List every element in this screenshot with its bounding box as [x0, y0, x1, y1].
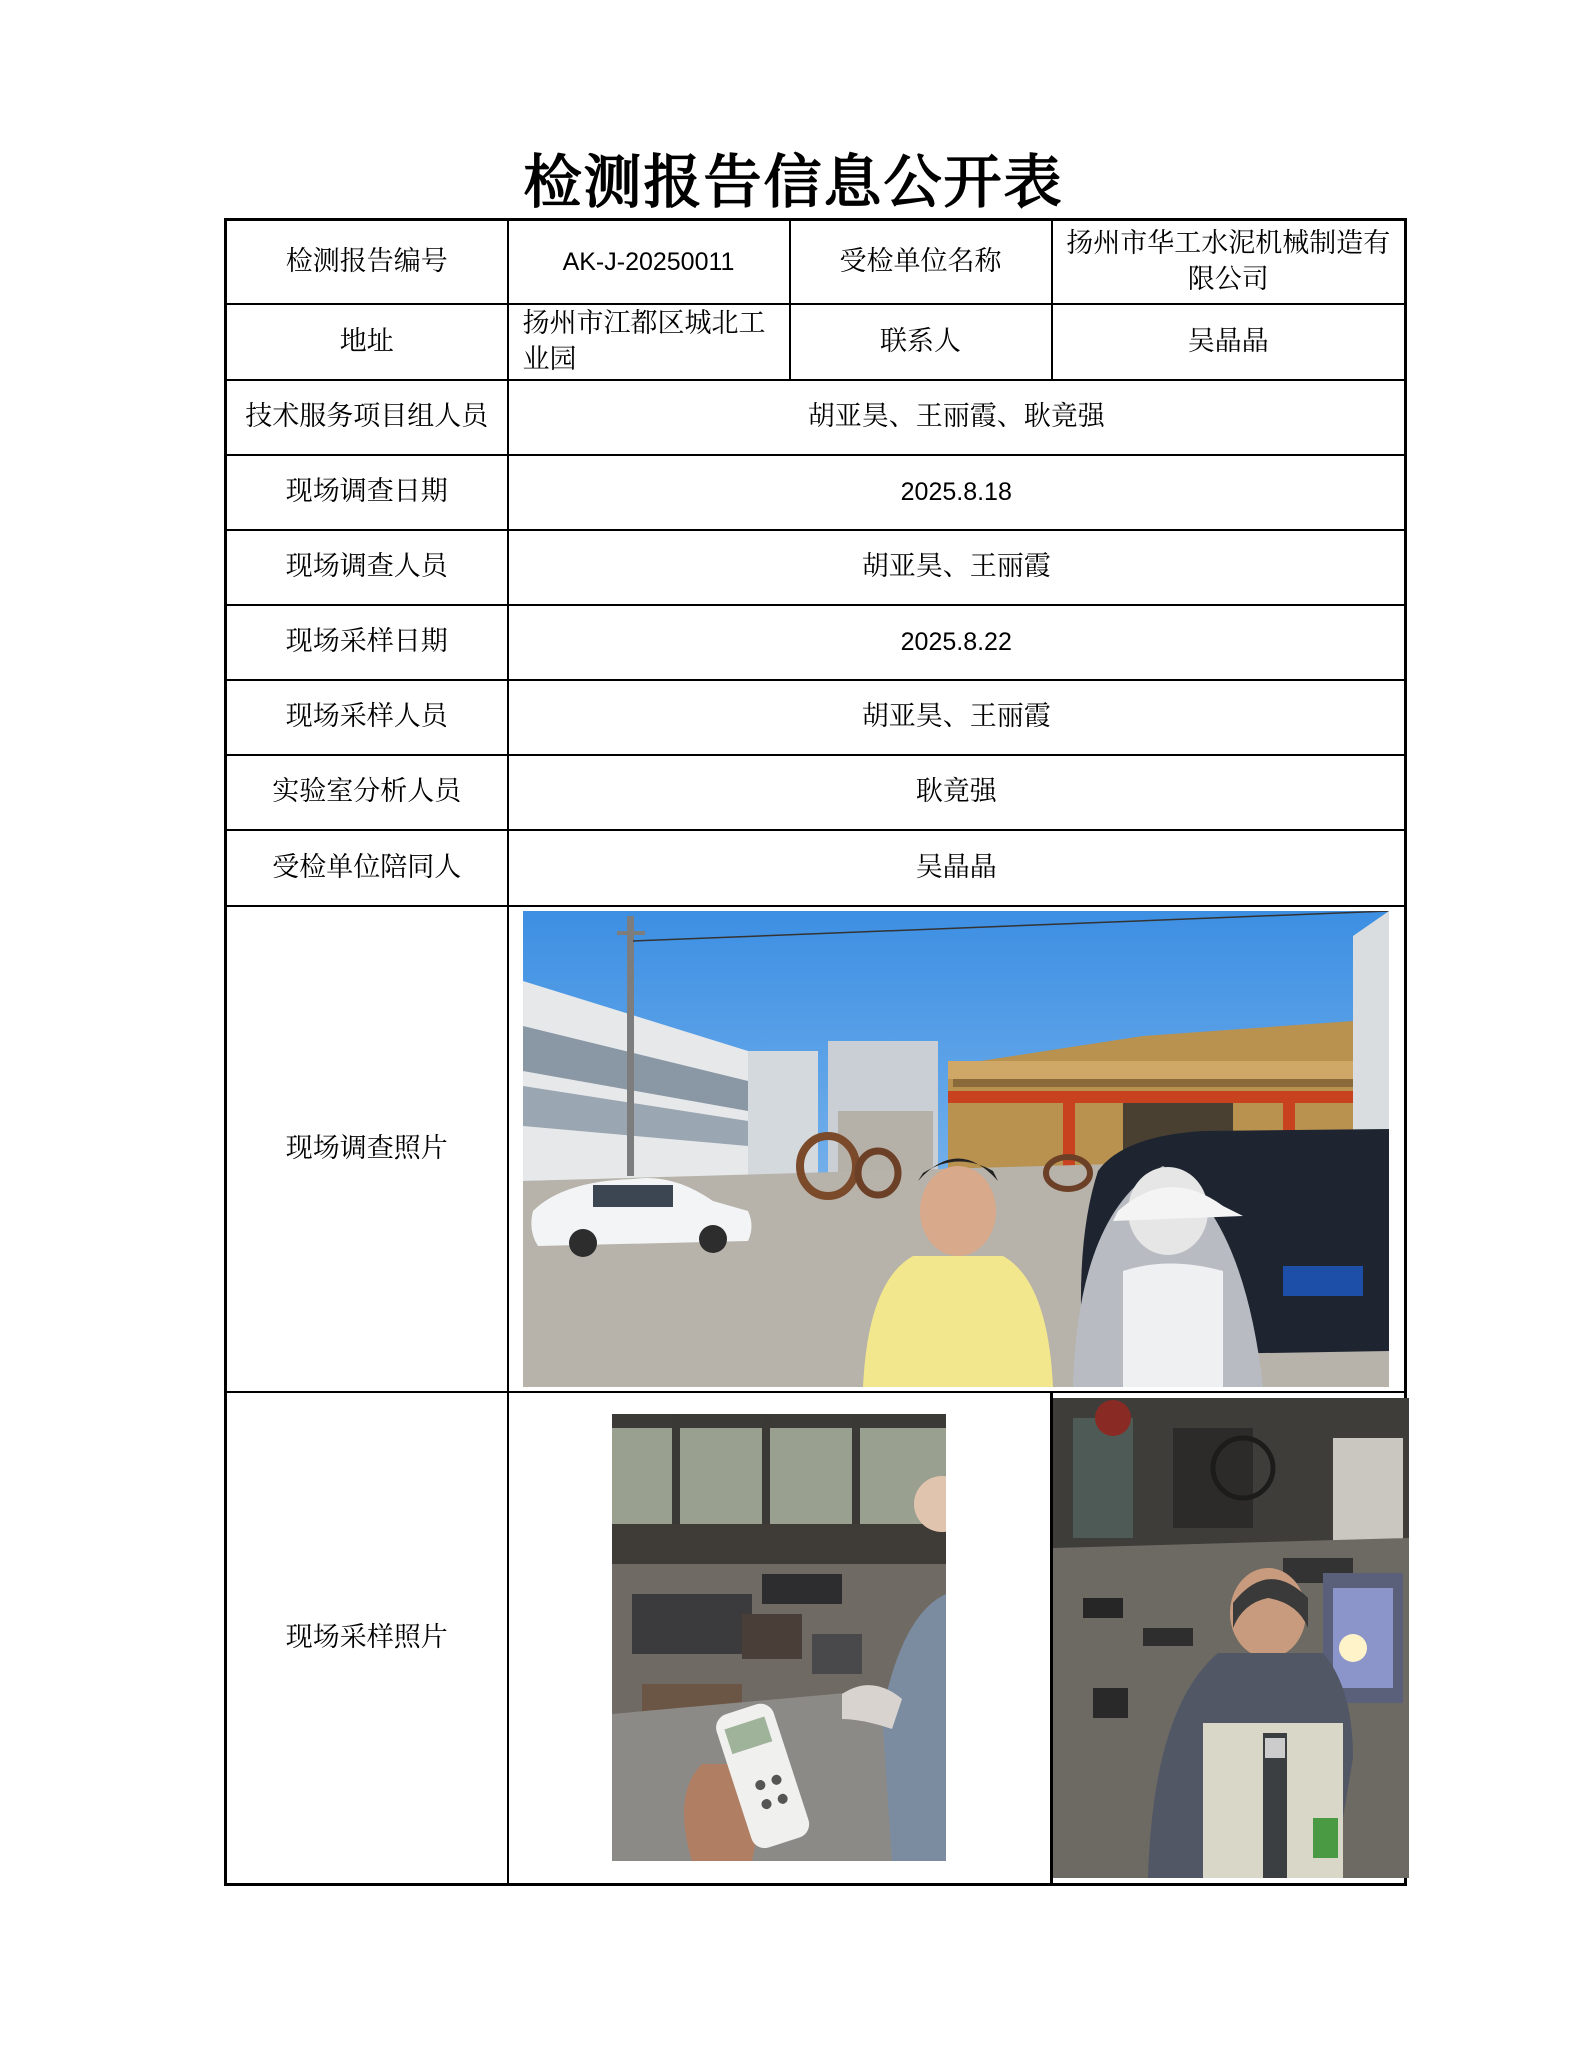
sample-photo-label: 现场采样照片	[226, 1392, 508, 1885]
lab-staff-value: 耿竟强	[508, 755, 1406, 830]
report-no-label: 检测报告编号	[226, 220, 508, 304]
sample-photo-cell-2	[1052, 1392, 1406, 1885]
table-row	[226, 455, 1406, 530]
escort-label: 受检单位陪同人	[226, 830, 508, 906]
report-no-value: AK-J-20250011	[508, 220, 790, 304]
lab-staff-label: 实验室分析人员	[226, 755, 508, 830]
unit-name-label: 受检单位名称	[790, 220, 1052, 304]
table-row	[226, 605, 1406, 680]
survey-staff-label: 现场调查人员	[226, 530, 508, 605]
team-label: 技术服务项目组人员	[226, 380, 508, 455]
sampling-photo-welding	[1053, 1398, 1409, 1878]
survey-date-label: 现场调查日期	[226, 455, 508, 530]
unit-name-value: 扬州市华工水泥机械制造有限公司	[1052, 220, 1406, 304]
table-row	[226, 906, 1406, 1392]
report-info-table	[224, 218, 1407, 1886]
escort-value: 吴晶晶	[508, 830, 1406, 906]
table-row	[226, 755, 1406, 830]
survey-photo-cell	[508, 906, 1406, 1392]
table-row	[226, 380, 1406, 455]
survey-site-photo	[523, 911, 1389, 1387]
team-value: 胡亚昊、王丽霞、耿竟强	[508, 380, 1406, 455]
sampling-photo-noise-meter	[612, 1414, 946, 1861]
sample-staff-label: 现场采样人员	[226, 680, 508, 755]
survey-date-value: 2025.8.18	[508, 455, 1406, 530]
survey-staff-value: 胡亚昊、王丽霞	[508, 530, 1406, 605]
sample-date-value: 2025.8.22	[508, 605, 1406, 680]
address-value: 扬州市江都区城北工业园	[508, 304, 790, 380]
contact-value: 吴晶晶	[1052, 304, 1406, 380]
address-label: 地址	[226, 304, 508, 380]
sample-date-label: 现场采样日期	[226, 605, 508, 680]
survey-photo-label: 现场调查照片	[226, 906, 508, 1392]
contact-label: 联系人	[790, 304, 1052, 380]
table-row	[226, 220, 1406, 304]
table-row	[226, 1392, 1406, 1885]
table-row	[226, 680, 1406, 755]
table-row	[226, 530, 1406, 605]
sample-staff-value: 胡亚昊、王丽霞	[508, 680, 1406, 755]
table-row	[226, 304, 1406, 380]
page-title: 检测报告信息公开表	[523, 148, 1064, 216]
table-row	[226, 830, 1406, 906]
sample-photo-cell-1	[508, 1392, 1052, 1885]
